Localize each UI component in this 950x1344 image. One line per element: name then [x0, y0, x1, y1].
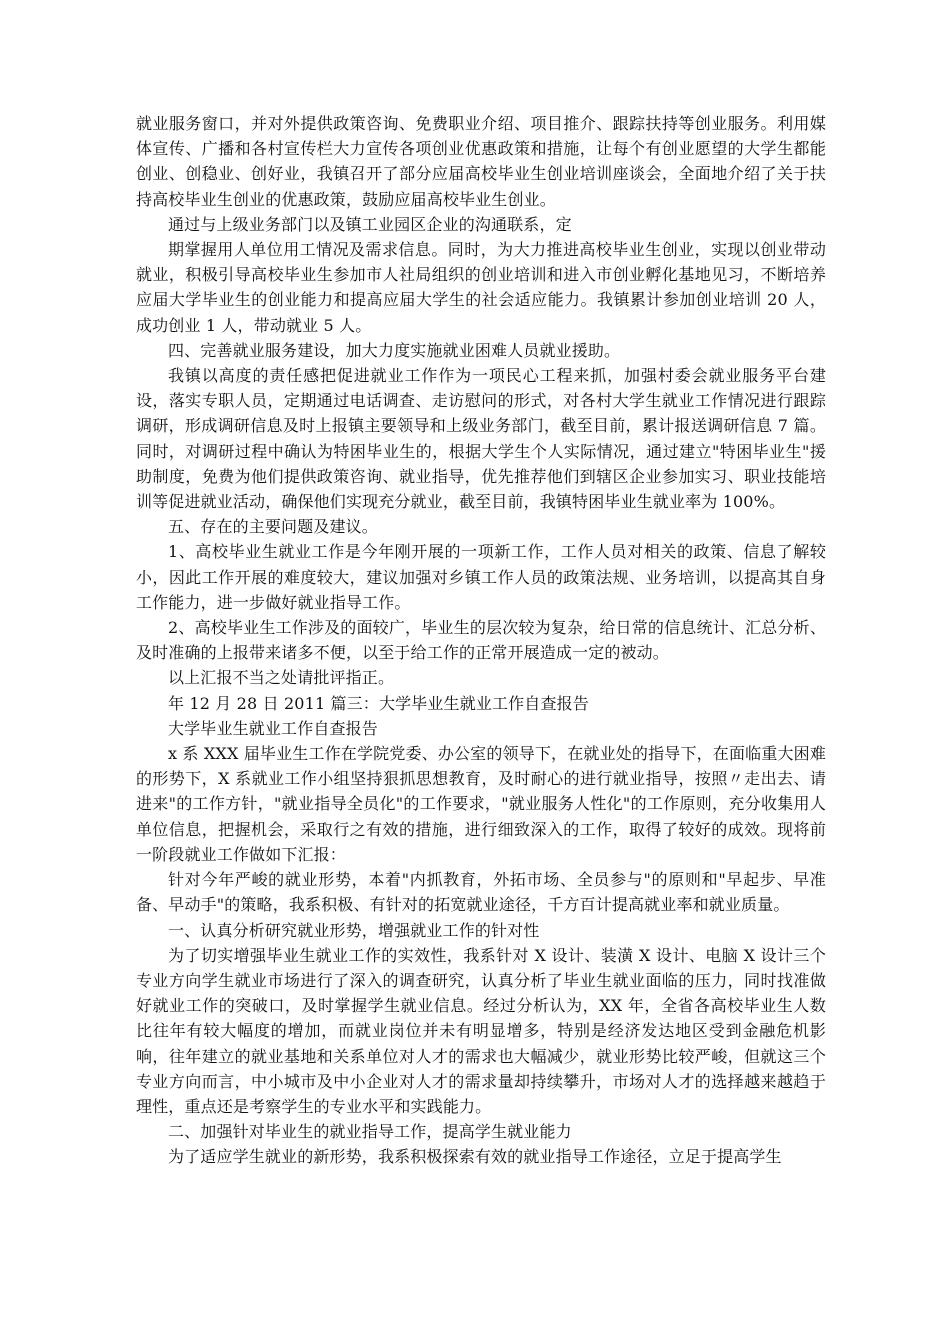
paragraph: x 系 XXX 届毕业生工作在学院党委、办公室的领导下，在就业处的指导下，在面临重大困难的形势下，X 系就业工作小组坚持狠抓思想教育，及时耐心的进行就业指导，按照〃走出去、请进来"的工作方针，"就业指导全员化"的工作要求，"就业服务人性化"的工作原则，充分收集用人单位信息，把握机会，采取行之有效的措施，进行细致深入的工作，取得了较好的成效。现将前一阶段就业工作做如下汇报：: [136, 744, 826, 864]
paragraph: 我镇以高度的责任感把促进就业工作作为一项民心工程来抓，加强村委会就业服务平台建设，落实专职人员，定期通过电话调查、走访慰问的形式，对各村大学生就业工作情况进行跟踪调研，形成调研信息及时上报镇主要领导和上级业务部门，截至目前，累计报送调研信息 7 篇。同时，对调研过程中确认为特困毕业生的，根据大学生个人实际情况，通过建立"特困毕业生"援助制度，免费为他们提供政策咨询、就业指导，优先推荐他们到辖区企业参加实习、职业技能培训等促进就业活动，确保他们实现充分就业，截至目前，我镇特困毕业生就业率为 100%。: [136, 366, 826, 512]
section-heading: 五、存在的主要问题及建议。: [168, 517, 378, 537]
section-heading: 四、完善就业服务建设，加大力度实施就业困难人员就业援助。: [168, 340, 621, 360]
paragraph: 通过与上级业务部门以及镇工业园区企业的沟通联系，定: [168, 214, 572, 234]
paragraph: 针对今年严峻的就业形势，本着"内抓教育，外拓市场、全员参与"的原则和"早起步、早准备、早动手"的策略，我系积极、有针对的拓宽就业途径，千方百计提高就业率和就业质量。: [136, 870, 826, 915]
paragraph: 为了切实增强毕业生就业工作的实效性，我系针对 X 设计、装潢 X 设计、电脑 X 设计三个专业方向学生就业市场进行了深入的调查研究，认真分析了毕业生就业面临的压力，同时找准做好就业工作的突破口，及时掌握学生就业信息。经过分析认为，XX 年，全省各高校毕业生人数比往年有较大幅度的增加，而就业岗位并未有明显增多，特别是经济发达地区受到金融危机影响，往年建立的就业基地和关系单位对人才的需求也大幅减少，就业形势比较严峻，但就这三个专业方向而言，中小城市及中小企业对人才的需求量却持续攀升，市场对人才的选择越来越趋于理性，重点还是考察学生的专业水平和实践能力。: [136, 945, 826, 1116]
paragraph: 1、高校毕业生就业工作是今年刚开展的一项新工作，工作人员对相关的政策、信息了解较小，因此工作开展的难度较大，建议加强对乡镇工作人员的政策法规、业务培训，以提高其自身工作能力，进一步做好就业指导工作。: [136, 542, 826, 612]
paragraph: 以上汇报不当之处请批评指正。: [168, 668, 395, 688]
paragraph: 期掌握用人单位用工情况及需求信息。同时，为大力推进高校毕业生创业，实现以创业带动就业，积极引导高校毕业生参加市人社局组织的创业培训和进入市创业孵化基地见习，不断培养应届大学毕业生的创业能力和提高应届大学生的社会适应能力。我镇累计参加创业培训 20 人，成功创业 1 人，带动就业 5 人。: [136, 240, 826, 335]
section-heading: 二、加强针对毕业生的就业指导工作，提高学生就业能力: [168, 1122, 572, 1142]
document-body: [136, 111, 826, 1170]
report-title: 大学毕业生就业工作自查报告: [168, 718, 378, 738]
paragraph: 就业服务窗口，并对外提供政策咨询、免费职业介绍、项目推介、跟踪扶持等创业服务。利用媒体宣传、广播和各村宣传栏大力宣传各项创业优惠政策和措施，让每个有创业愿望的大学生都能创业、创稳业、创好业，我镇召开了部分应届高校毕业生创业培训座谈会，全面地介绍了关于扶持高校毕业生创业的优惠政策，鼓励应届高校毕业生创业。: [136, 114, 826, 209]
paragraph: 为了适应学生就业的新形势，我系积极探索有效的就业指导工作途径，立足于提高学生: [168, 1147, 782, 1167]
paragraph: 2、高校毕业生工作涉及的面较广，毕业生的层次较为复杂，给日常的信息统计、汇总分析、及时准确的上报带来诸多不便，以至于给工作的正常开展造成一定的被动。: [136, 618, 826, 663]
section-heading: 一、认真分析研究就业形势，增强就业工作的针对性: [168, 920, 540, 940]
paragraph: 年 12 月 28 日 2011 篇三：大学毕业生就业工作自查报告: [168, 693, 589, 713]
